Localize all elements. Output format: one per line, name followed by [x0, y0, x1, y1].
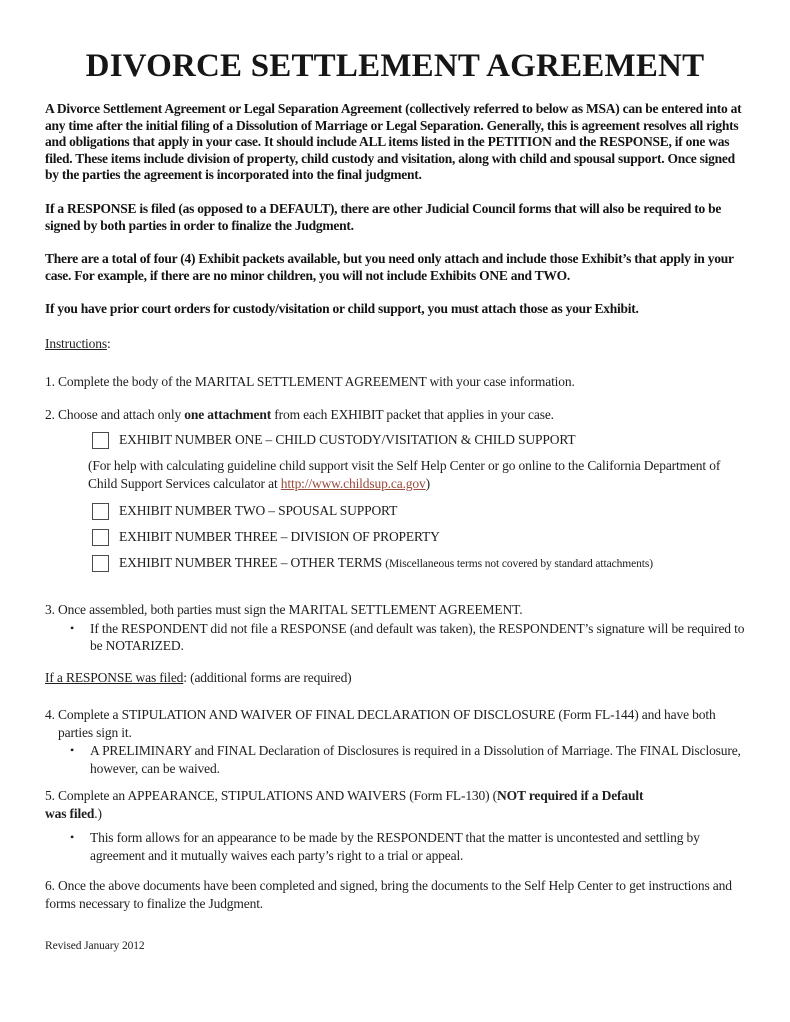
item-4-bullet: • A PRELIMINARY and FINAL Declaration of Disclosures is required in a Dissolution of Marriage. The FINAL Disclosure, however, can be waived. — [70, 743, 741, 776]
exhibit-three-property-label: EXHIBIT NUMBER THREE – DIVISION OF PROPERTY — [119, 529, 440, 545]
item-number: 6. — [45, 878, 55, 894]
exhibit-three-other-label: EXHIBIT NUMBER THREE – OTHER TERMS (Miscellaneous terms not covered by standard attachments) — [119, 555, 653, 571]
intro-paragraph-3: There are a total of four (4) Exhibit packets available, but you need only attach and include those Exhibit’s that apply in your case. For example, if there are no minor children, you will not include Exhibits ONE and TWO. — [45, 251, 734, 283]
child-support-help-note: (For help with calculating guideline child support visit the Self Help Center or go online to the California Department of Child Support Services calculator at http://www.childsup.ca.gov) — [88, 458, 721, 491]
item-number: 2. — [45, 406, 55, 422]
instructions-section — [45, 335, 745, 956]
revised-date: Revised January 2012 — [45, 940, 145, 953]
bullet-icon: • — [70, 743, 75, 758]
instruction-item-3 — [45, 601, 745, 619]
instruction-item-6: 6. Once the above documents have been completed and signed, bring the documents to the Self Help Center to get instructions and forms necessary to finalize the Judgment. — [45, 878, 732, 911]
childsup-link[interactable]: http://www.childsup.ca.gov — [280, 475, 426, 491]
exhibit-three-other-checkbox[interactable] — [92, 555, 109, 572]
item-number: 1. — [45, 374, 55, 390]
instruction-item-1 — [45, 373, 745, 391]
item-text: Once assembled, both parties must sign the MARITAL SETTLEMENT AGREEMENT. — [58, 602, 523, 618]
exhibit-three-other-note: (Miscellaneous terms not covered by standard attachments) — [385, 558, 653, 571]
intro-paragraph-4: If you have prior court orders for custody/visitation or child support, you must attach those as your Exhibit. — [45, 301, 639, 317]
item-text: Complete the body of the MARITAL SETTLEMENT AGREEMENT with your case information. — [58, 374, 575, 390]
exhibit-two-checkbox[interactable] — [92, 503, 109, 520]
exhibit-three-property-checkbox[interactable] — [92, 529, 109, 546]
exhibit-three-other-row — [92, 554, 745, 573]
exhibit-one-checkbox[interactable] — [92, 432, 109, 449]
exhibit-three-property-row — [92, 528, 745, 546]
intro-paragraph-1: A Divorce Settlement Agreement or Legal Separation Agreement (collectively referred to below as MSA) can be entered into at any time after the initial filing of a Dissolution of Marriage or Legal Separation. Generally, this is agreement resolves all rights and obligations that apply in your case. It should include ALL items listed in the PETITION and the RESPONSE, if one was filed. These items include division of property, child custody and visitation, along with child and spousal support. Once signed by the parties the agreement is incorporated into the final judgment. — [45, 101, 742, 183]
document-title: DIVORCE SETTLEMENT AGREEMENT — [85, 48, 705, 84]
exhibit-two-row — [92, 502, 745, 520]
item-text: Complete a STIPULATION AND WAIVER OF FINAL DECLARATION OF DISCLOSURE (Form FL-144) and have both parties sign it. — [58, 707, 716, 740]
instructions-heading: Instructions: — [45, 335, 111, 351]
instruction-item-4 — [45, 706, 745, 741]
item-5-bullet: • This form allows for an appearance to be made by the RESPONDENT that the matter is uncontested and settling by agreement and it mutually waives each party’s right to a trial or appeal. — [70, 830, 700, 863]
exhibit-one-row — [92, 431, 745, 449]
instruction-item-5: 5. Complete an APPEARANCE, STIPULATIONS AND WAIVERS (Form FL-130) (NOT required if a Default was filed.) — [45, 788, 644, 821]
bullet-icon: • — [70, 620, 75, 635]
response-filed-note: If a RESPONSE was filed: (additional forms are required) — [45, 669, 352, 685]
intro-section — [45, 101, 745, 318]
instruction-item-2 — [45, 406, 745, 424]
item-number: 3. — [45, 602, 55, 618]
item-number: 5. — [45, 788, 55, 804]
item-number: 4. — [45, 707, 55, 723]
bullet-icon: • — [70, 830, 75, 845]
exhibit-one-label: EXHIBIT NUMBER ONE – CHILD CUSTODY/VISITATION & CHILD SUPPORT — [119, 432, 576, 448]
item-text: Choose and attach only one attachment from each EXHIBIT packet that applies in your case. — [58, 406, 554, 422]
exhibit-two-label: EXHIBIT NUMBER TWO – SPOUSAL SUPPORT — [119, 503, 398, 519]
intro-paragraph-2: If a RESPONSE is filed (as opposed to a DEFAULT), there are other Judicial Council forms that will also be required to be signed by both parties in order to finalize the Judgment. — [45, 200, 722, 233]
item-3-bullet: • If the RESPONDENT did not file a RESPONSE (and default was taken), the RESPONDENT’s signature will be required to be NOTARIZED. — [70, 620, 745, 654]
